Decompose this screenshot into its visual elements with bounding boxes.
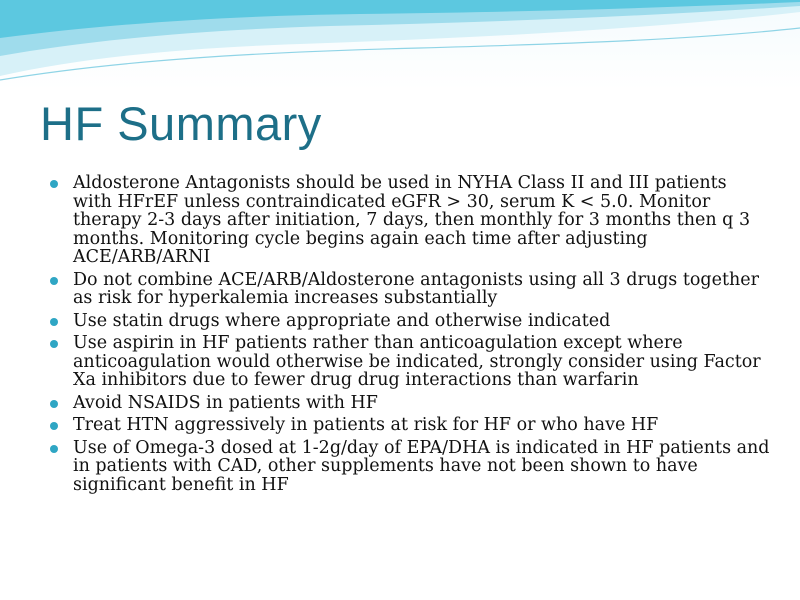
bullet-icon xyxy=(50,277,58,285)
bullet-icon xyxy=(50,422,58,430)
bullet-text: Avoid NSAIDS in patients with HF xyxy=(73,392,378,413)
bullet-text: Use statin drugs where appropriate and otherwise indicated xyxy=(73,310,611,331)
bullet-item xyxy=(50,174,770,267)
bullet-text: Use aspirin in HF patients rather than anticoagulation except where anticoagulation would otherwise be indicated, strongly consider using Factor Xa inhibitors due to fewer drug drug interactions than warfarin xyxy=(73,333,761,390)
bullet-text: Aldosterone Antagonists should be used in NYHA Class II and III patients with HFrEF unless contraindicated eGFR > 30, serum K < 5.0. Monitor therapy 2-3 days after initiation, 7 days, then monthly for 3 months then q 3 months. Monitoring cycle begins again each time after adjusting ACE/ARB/ARNI xyxy=(73,173,751,267)
bullet-list xyxy=(50,174,770,498)
bullet-item xyxy=(50,312,770,331)
bullet-icon xyxy=(50,400,58,408)
bullet-text: Do not combine ACE/ARB/Aldosterone antagonists using all 3 drugs together as risk for hyperkalemia increases substantially xyxy=(73,269,759,308)
bullet-icon xyxy=(50,318,58,326)
bullet-item xyxy=(50,334,770,390)
bullet-icon xyxy=(50,445,58,453)
bullet-icon xyxy=(50,340,58,348)
bullet-item xyxy=(50,271,770,308)
bullet-item xyxy=(50,394,770,413)
bullet-text: Use of Omega-3 dosed at 1-2g/day of EPA/DHA is indicated in HF patients and in patients with CAD, other supplements have not been shown to have significant benefit in HF xyxy=(73,437,770,495)
slide-title: HF Summary xyxy=(40,97,322,150)
bullet-text: Treat HTN aggressively in patients at risk for HF or who have HF xyxy=(73,415,659,435)
header-wave-decoration xyxy=(0,0,800,100)
bullet-item xyxy=(50,416,770,435)
bullet-item xyxy=(50,439,770,495)
bullet-icon xyxy=(50,180,58,188)
